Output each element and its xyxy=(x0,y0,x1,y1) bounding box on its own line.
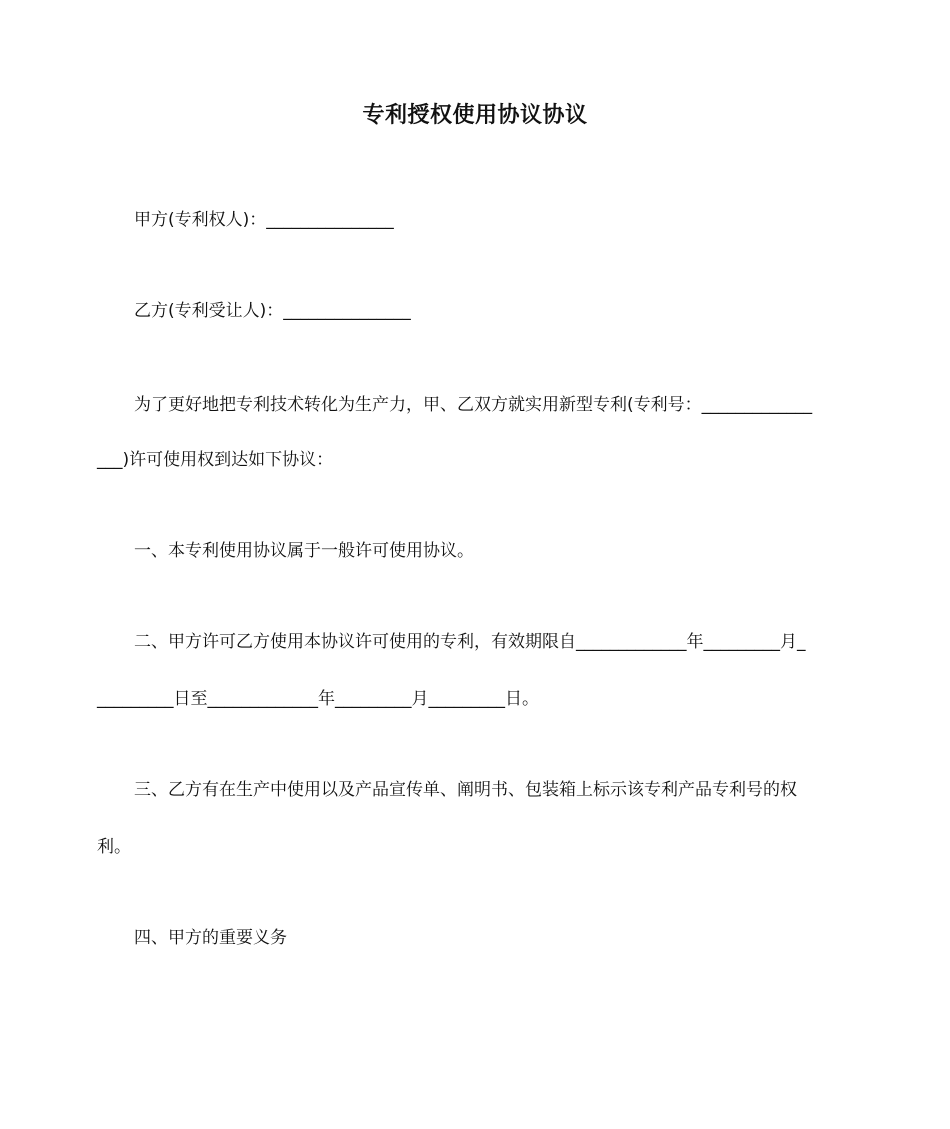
clause-3-line-1: 三、乙方有在生产中使用以及产品宣传单、阐明书、包装箱上标示该专利产品专利号的权 xyxy=(134,780,797,800)
document-title: 专利授权使用协议协议 xyxy=(362,103,588,128)
clause-3-line-2: 利。 xyxy=(97,837,131,857)
clause-1-line: 一、本专利使用协议属于一般许可使用协议。 xyxy=(134,541,474,561)
clause-2-line-1: 二、甲方许可乙方使用本协议许可使用的专利，有效期限自_____________年_________月_ xyxy=(134,632,806,652)
preamble-line-1: 为了更好地把专利技术转化为生产力，甲、乙双方就实用新型专利(专利号：_____________ xyxy=(134,395,813,415)
party-a-line: 甲方(专利权人)：_______________ xyxy=(134,210,394,230)
party-b-line: 乙方(专利受让人)：_______________ xyxy=(134,301,411,321)
clause-2-line-2: _________日至_____________年_________月_________日。 xyxy=(97,689,539,709)
preamble-line-2: ___)许可使用权到达如下协议： xyxy=(97,450,334,470)
clause-4-heading: 四、甲方的重要义务 xyxy=(134,928,287,948)
